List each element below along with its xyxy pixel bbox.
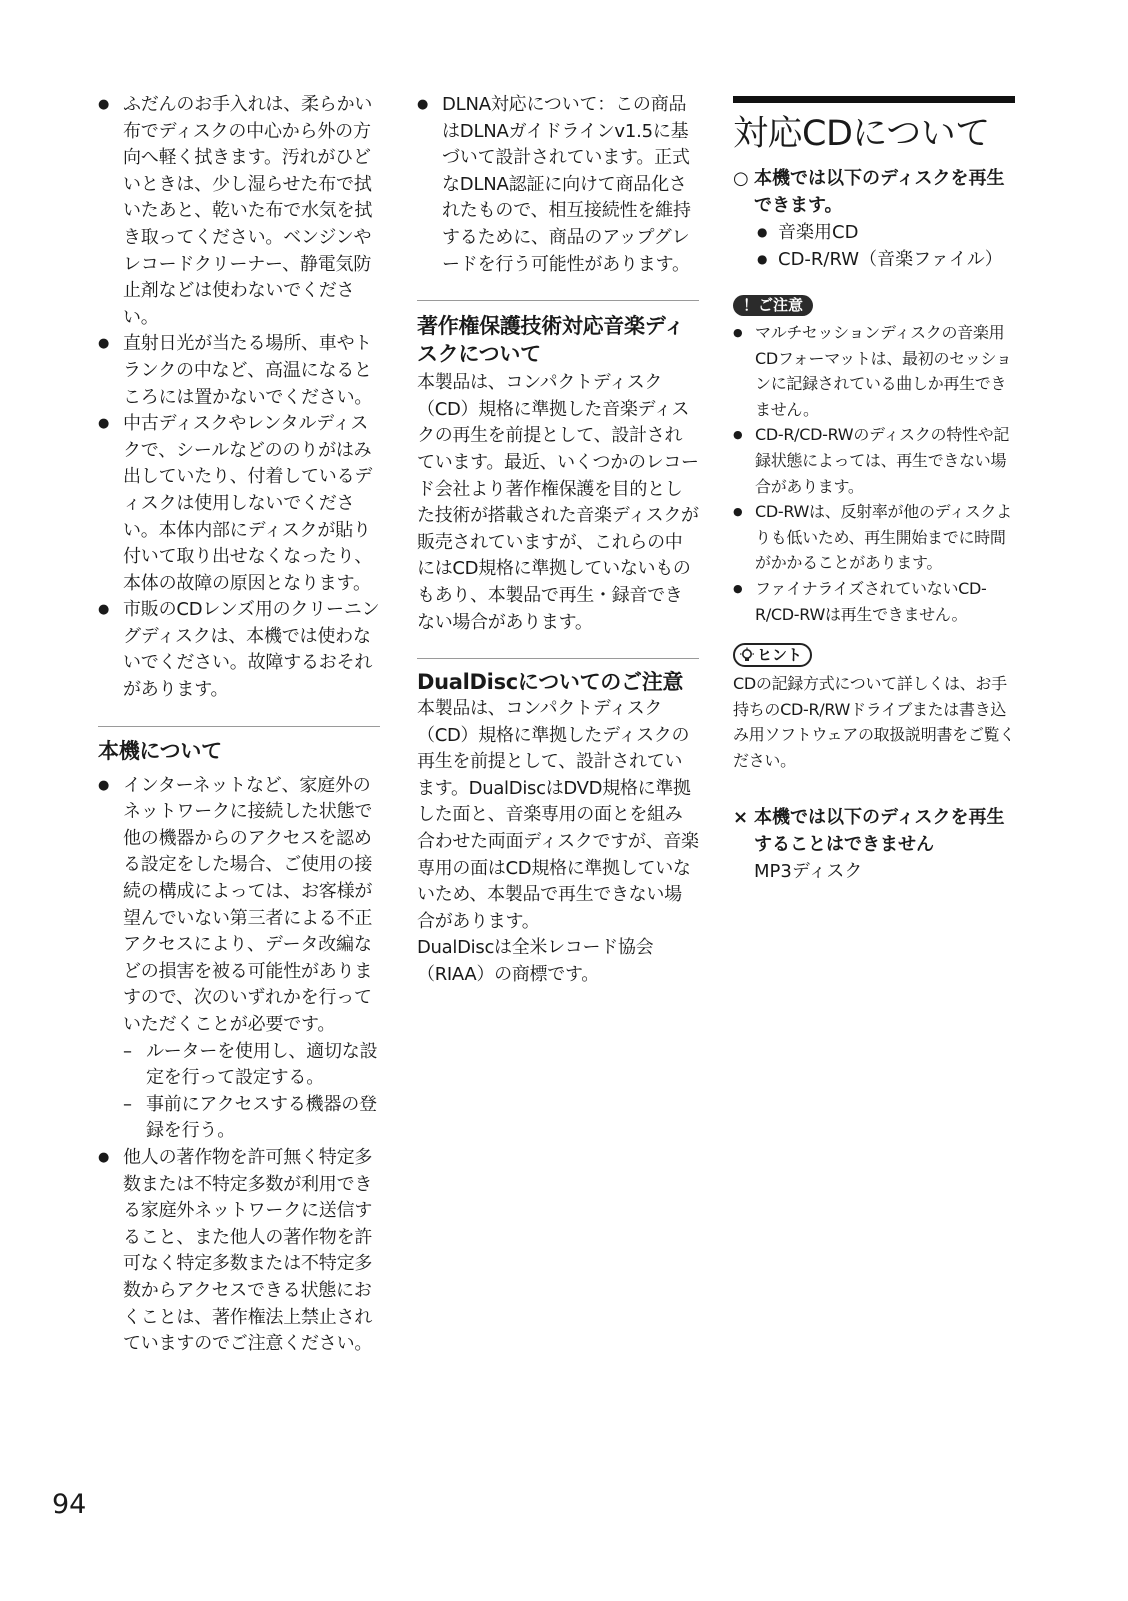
list-item: ● CD-R/CD-RWのディスクの特性や記録状態によっては、再生できない場合があります。 bbox=[733, 422, 1015, 499]
column-right bbox=[733, 92, 1015, 885]
dualdisc-body: 本製品は、コンパクトディスク（CD）規格に準拠したディスクの再生を前提として、設計されています。DualDiscはDVD規格に準拠した面と、音楽専用の面とを組み合わせた両面ディスクですが、音楽専用の面はCD規格に準拠していないため、本製品で再生できない場合があります。 bbox=[417, 698, 699, 932]
column-middle bbox=[417, 92, 699, 989]
circle-mark-icon: ○ bbox=[733, 168, 749, 189]
list-item: ● 市販のCDレンズ用のクリーニングディスクは、本機では使わないでください。故障するおそれがあります。 bbox=[98, 597, 380, 703]
unplayable-item: MP3ディスク bbox=[754, 860, 863, 882]
list-item: ● CD-RWは、反射率が他のディスクよりも低いため、再生開始までに時間がかかることがあります。 bbox=[733, 499, 1015, 576]
list-item: ● ファイナライズされていないCD-R/CD-RWは再生できません。 bbox=[733, 576, 1015, 627]
list-item: ● 音楽用CD bbox=[733, 219, 1015, 246]
section-divider bbox=[98, 726, 380, 727]
list-item: ● CD-R/RW（音楽ファイル） bbox=[733, 246, 1015, 273]
copyright-section-title: 著作権保護技術対応音楽ディスクについて bbox=[417, 314, 685, 367]
page-title: 対応CDについて bbox=[733, 114, 990, 154]
list-item: ● DLNA対応について：この商品はDLNAガイドラインv1.5に基づいて設計されています。正式なDLNA認証に向けて商品化されたもので、相互接続性を維持するために、商品のアップグレードを行う可能性があります。 bbox=[417, 92, 699, 278]
dash-list bbox=[123, 1039, 380, 1145]
dlna-bullet-list bbox=[417, 92, 699, 278]
list-item: ● ふだんのお手入れは、柔らかい布でディスクの中心から外の方向へ軽く拭きます。汚れがひどいときは、少し湿らせた布で拭いたあと、乾いた布で水気を拭き取ってください。ベンジンやレコードクリーナー、静電気防止剤などは使わないでください。 bbox=[98, 92, 380, 331]
dualdisc-trademark: DualDiscは全米レコード協会（RIAA）の商標です。 bbox=[417, 937, 654, 986]
dash-item: – 事前にアクセスする機器の登録を行う。 bbox=[123, 1092, 380, 1145]
network-bullet-list bbox=[98, 773, 380, 1358]
page-number: 94 bbox=[52, 1489, 87, 1520]
unplayable-heading-text: 本機では以下のディスクを再生することはできません bbox=[754, 806, 1005, 855]
dash-item: – ルーターを使用し、適切な設定を行って設定する。 bbox=[123, 1039, 380, 1092]
list-item: ● マルチセッションディスクの音楽用CDフォーマットは、最初のセッションに記録されている曲しか再生できません。 bbox=[733, 320, 1015, 422]
lightbulb-icon bbox=[739, 647, 755, 663]
section-title-about-device: 本機について bbox=[98, 738, 222, 763]
network-access-text: インターネットなど、家庭外のネットワークに接続した状態で他の機器からのアクセスを認める設定をした場合、ご使用の接続の構成によっては、お客様が望んでいない第三者による不正アクセスにより、データ改編などの損害を被る可能性がありますので、次のいずれかを行っていただくことが必要です。 bbox=[123, 774, 373, 1035]
section-divider bbox=[417, 658, 699, 659]
caution-badge: ！ご注意 bbox=[733, 295, 813, 316]
cross-mark-icon: × bbox=[733, 806, 749, 828]
list-item: ● 中古ディスクやレンタルディスクで、シールなどののりがはみ出していたり、付着しているディスクは使用しないでください。本体内部にディスクが貼り付いて取り出せなくなったり、本体の故障の原因となります。 bbox=[98, 411, 380, 597]
dualdisc-section-title: DualDiscについてのご注意 bbox=[417, 670, 684, 695]
list-item bbox=[98, 773, 380, 1145]
hint-badge bbox=[733, 643, 812, 667]
care-bullet-list bbox=[98, 92, 380, 704]
title-rule bbox=[733, 96, 1015, 103]
column-left bbox=[98, 92, 380, 1358]
playable-heading-text: 本機では以下のディスクを再生できます。 bbox=[754, 168, 1005, 216]
section-divider bbox=[417, 300, 699, 301]
hint-header bbox=[733, 643, 1015, 667]
hint-label: ヒント bbox=[757, 646, 803, 665]
copyright-body: 本製品は、コンパクトディスク（CD）規格に準拠した音楽ディスクの再生を前提として、設計されています。最近、いくつかのレコード会社より著作権保護を目的とした技術が搭載された音楽ディスクが販売されていますが、これらの中にはCD規格に準拠していないものもあり、本製品で再生・録音できない場合があります。 bbox=[417, 372, 699, 633]
playable-list bbox=[733, 219, 1015, 273]
hint-text: CDの記録方式について詳しくは、お手持ちのCD-R/RWドライブまたは書き込み用ソフトウェアの取扱説明書をご覧ください。 bbox=[733, 674, 1015, 770]
playable-heading bbox=[733, 165, 1015, 219]
list-item: ● 他人の著作物を許可無く特定多数または不特定多数が利用できる家庭外ネットワークに送信すること、また他人の著作物を許可なく特定多数または不特定多数からアクセスできる状態におくことは、著作権法上禁止されていますのでご注意ください。 bbox=[98, 1145, 380, 1358]
list-item: ● 直射日光が当たる場所、車やトランクの中など、高温になるところには置かないでください。 bbox=[98, 331, 380, 411]
caution-header bbox=[733, 295, 1015, 316]
unplayable-heading bbox=[733, 804, 1015, 858]
caution-list bbox=[733, 320, 1015, 627]
